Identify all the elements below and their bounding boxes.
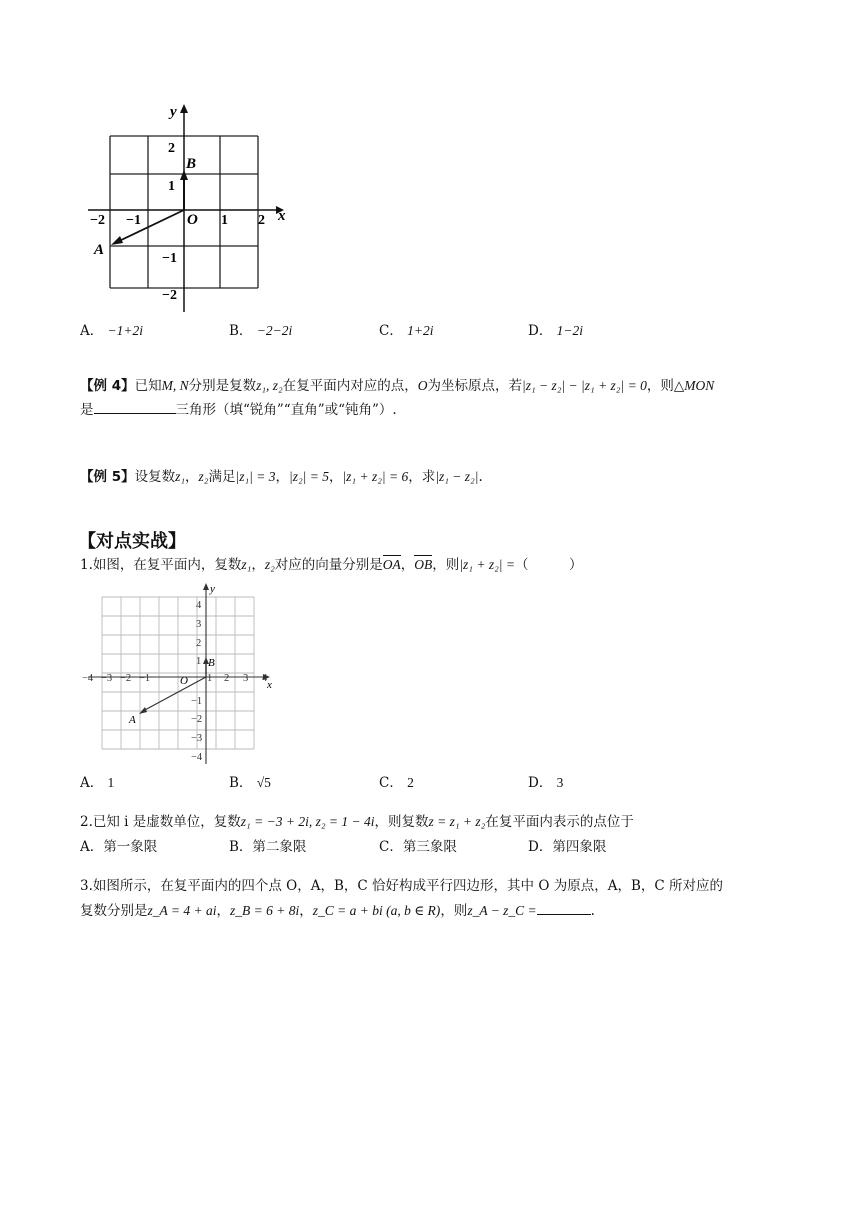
- section-heading: 【对点实战】: [78, 531, 186, 552]
- problem-2-choice-c[interactable]: C．第三象限: [379, 839, 457, 855]
- x-tick: 1: [221, 213, 228, 228]
- x-tick: 1: [207, 673, 213, 684]
- problem-1-choice-a[interactable]: A． 1: [80, 775, 115, 791]
- answer-blank[interactable]: [94, 399, 176, 414]
- x-tick: 4: [262, 673, 268, 684]
- vector-oa-text: OA: [382, 557, 401, 572]
- origin-label: O: [180, 675, 188, 687]
- x-tick: 2: [258, 213, 265, 228]
- problem-1-choice-d[interactable]: D． 3: [528, 775, 564, 791]
- x-tick: −1: [126, 213, 141, 228]
- choice-d[interactable]: D． 1−2i: [528, 323, 583, 339]
- y-tick: −3: [191, 733, 203, 744]
- choice-b[interactable]: B． −2−2i: [229, 323, 293, 339]
- figure-complex-plane-2: [84, 580, 274, 766]
- x-axis-label: x: [267, 679, 272, 691]
- problem-1-choice-b[interactable]: B． √5: [229, 775, 271, 791]
- example-4-line-2: 是 三角形（填“锐角”“直角”或“钝角”）.: [80, 399, 397, 420]
- y-tick: −4: [191, 752, 203, 763]
- y-tick: −2: [191, 714, 203, 725]
- x-tick: 3: [243, 673, 249, 684]
- problem-2-choice-a[interactable]: A．第一象限: [80, 839, 158, 855]
- choice-c[interactable]: C． 1+2i: [379, 323, 434, 339]
- y-tick: −2: [162, 288, 177, 303]
- x-tick: −4: [82, 673, 94, 684]
- x-tick: 2: [224, 673, 230, 684]
- problem-1-choice-c[interactable]: C． 2: [379, 775, 414, 791]
- point-b-label: B: [208, 657, 215, 669]
- example-4-equation: |z₁ − z₂| − |z₁ + z₂| = 0: [522, 378, 647, 393]
- point-b-label: B: [186, 156, 197, 172]
- problem-2-choice-b[interactable]: B．第二象限: [229, 839, 307, 855]
- y-axis-label: y: [170, 104, 177, 120]
- problem-1-stem: 1.如图，在复平面内，复数z₁，z₂对应的向量分别是OA，OB，则|z₁ + z₂| =（ ）: [80, 557, 583, 573]
- y-tick: −1: [191, 696, 203, 707]
- y-tick: −1: [162, 251, 177, 266]
- x-tick: −1: [139, 673, 151, 684]
- y-tick: 2: [196, 638, 202, 649]
- x-tick: −3: [101, 673, 113, 684]
- vector-ob-text: OB: [414, 557, 433, 572]
- problem-3-line-1: 3.如图所示，在复平面内的四个点 O，A，B，C 恰好构成平行四边形，其中 O 为原点，A，B，C 所对应的: [80, 878, 723, 894]
- y-tick: 4: [196, 600, 202, 611]
- x-tick: −2: [90, 213, 105, 228]
- example-5: 【例 5】设复数z₁，z₂满足|z₁| = 3，|z₂| = 5，|z₁ + z₂| = 6，求|z₁ − z₂|.: [80, 469, 483, 485]
- answer-blank[interactable]: [537, 900, 591, 915]
- x-axis-label: x: [278, 208, 286, 224]
- x-tick: −2: [120, 673, 132, 684]
- point-a-label: A: [129, 714, 136, 726]
- figure-complex-plane-1: [80, 100, 300, 315]
- y-tick: 1: [196, 656, 202, 667]
- choice-a[interactable]: A． −1+2i: [80, 323, 144, 339]
- example-5-tag: 【例 5】: [80, 469, 135, 485]
- y-tick: 3: [196, 619, 202, 630]
- example-4-line-1: 【例 4】已知M, N分别是复数z₁, z₂在复平面内对应的点，O为坐标原点，若|z₁ − z₂| − |z₁ + z₂| = 0，则△MON: [80, 378, 715, 394]
- y-tick: 1: [168, 179, 175, 194]
- problem-2-stem: 2.已知 i 是虚数单位，复数z₁ = −3 + 2i, z₂ = 1 − 4i，则复数z = z₁ + z₂在复平面内表示的点位于: [80, 814, 634, 830]
- y-axis-label: y: [210, 583, 215, 595]
- example-4-tag: 【例 4】: [80, 378, 135, 394]
- problem-3-line-2: 复数分别是z_A = 4 + ai，z_B = 6 + 8i，z_C = a + bi (a, b ∈ R)，则z_A − z_C = .: [80, 900, 595, 921]
- origin-label: O: [187, 212, 198, 228]
- y-tick: 2: [168, 141, 175, 156]
- point-a-label: A: [94, 242, 105, 258]
- problem-2-choice-d[interactable]: D．第四象限: [528, 839, 607, 855]
